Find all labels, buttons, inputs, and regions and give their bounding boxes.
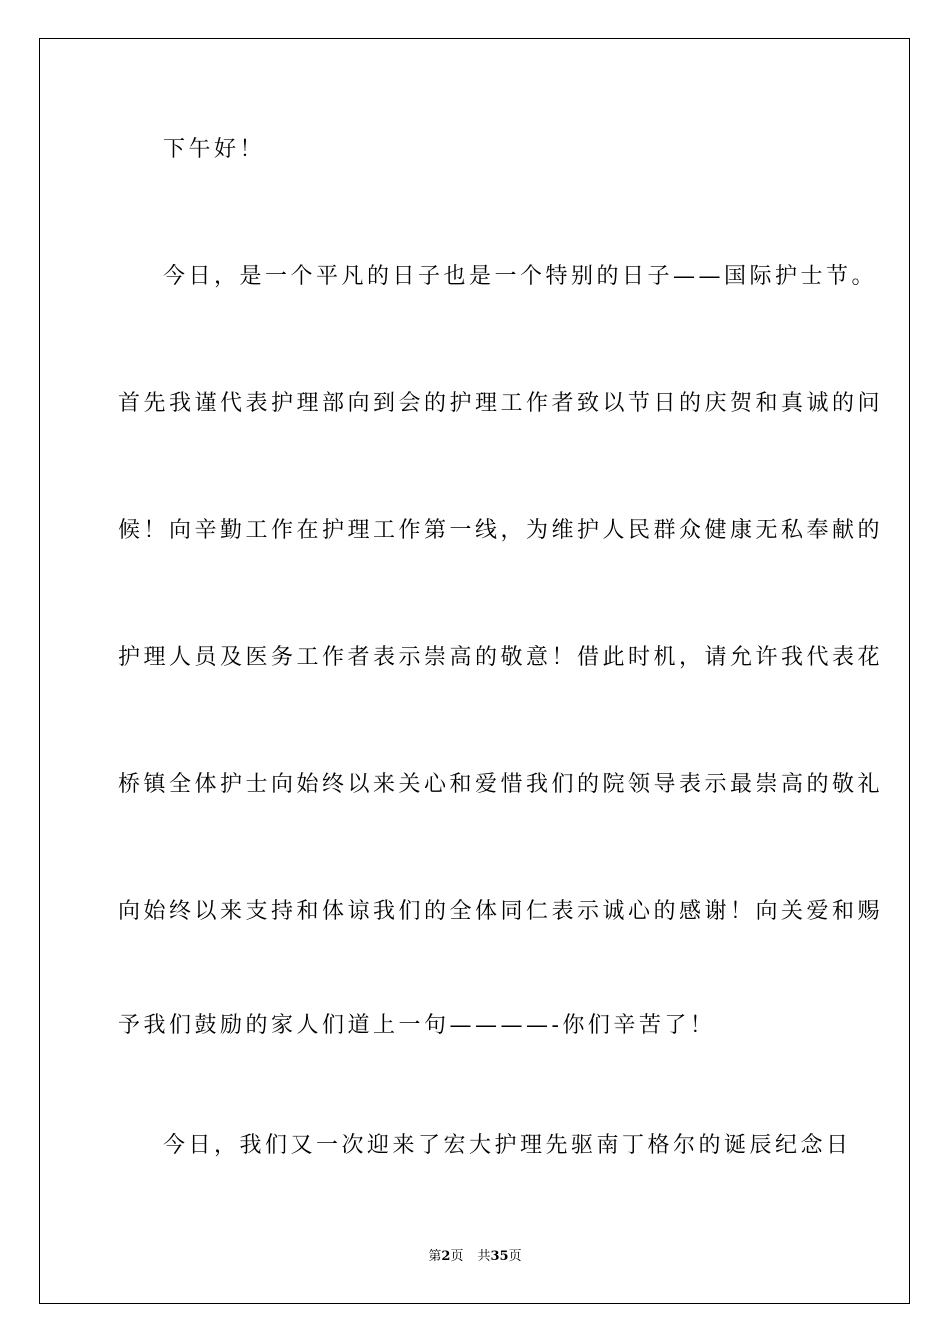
text-line-3: 候！向辛勤工作在护理工作第一线，为维护人民群众健康无私奉献的: [118, 518, 884, 543]
text-line-7: 予我们鼓励的家人们道上一句————-你们辛苦了！: [118, 1013, 716, 1038]
text-line-1: 今日，是一个平凡的日子也是一个特别的日子——国际护士节。: [163, 264, 878, 289]
text-line-6: 向始终以来支持和体谅我们的全体同仁表示诚心的感谢！向关爱和赐: [118, 899, 884, 924]
text-line-4: 护理人员及医务工作者表示崇高的敬意！借此时机，请允许我代表花: [118, 645, 884, 670]
footer-page-number: 2: [441, 1249, 451, 1264]
text-line-8: 今日，我们又一次迎来了宏大护理先驱南丁格尔的诞辰纪念日: [163, 1133, 852, 1158]
text-line-5: 桥镇全体护士向始终以来关心和爱惜我们的院领导表示最崇高的敬礼: [118, 772, 884, 797]
footer-page-suffix: 页: [450, 1249, 464, 1264]
footer-total-suffix: 页: [508, 1249, 522, 1264]
text-line-greeting: 下午好！: [163, 137, 266, 162]
footer-total-pages: 35: [490, 1249, 509, 1264]
footer-page-prefix: 第: [428, 1249, 442, 1264]
footer-total-prefix: 共: [477, 1249, 491, 1264]
text-line-2: 首先我谨代表护理部向到会的护理工作者致以节日的庆贺和真诚的问: [118, 391, 884, 416]
page-footer: [0, 1248, 950, 1266]
